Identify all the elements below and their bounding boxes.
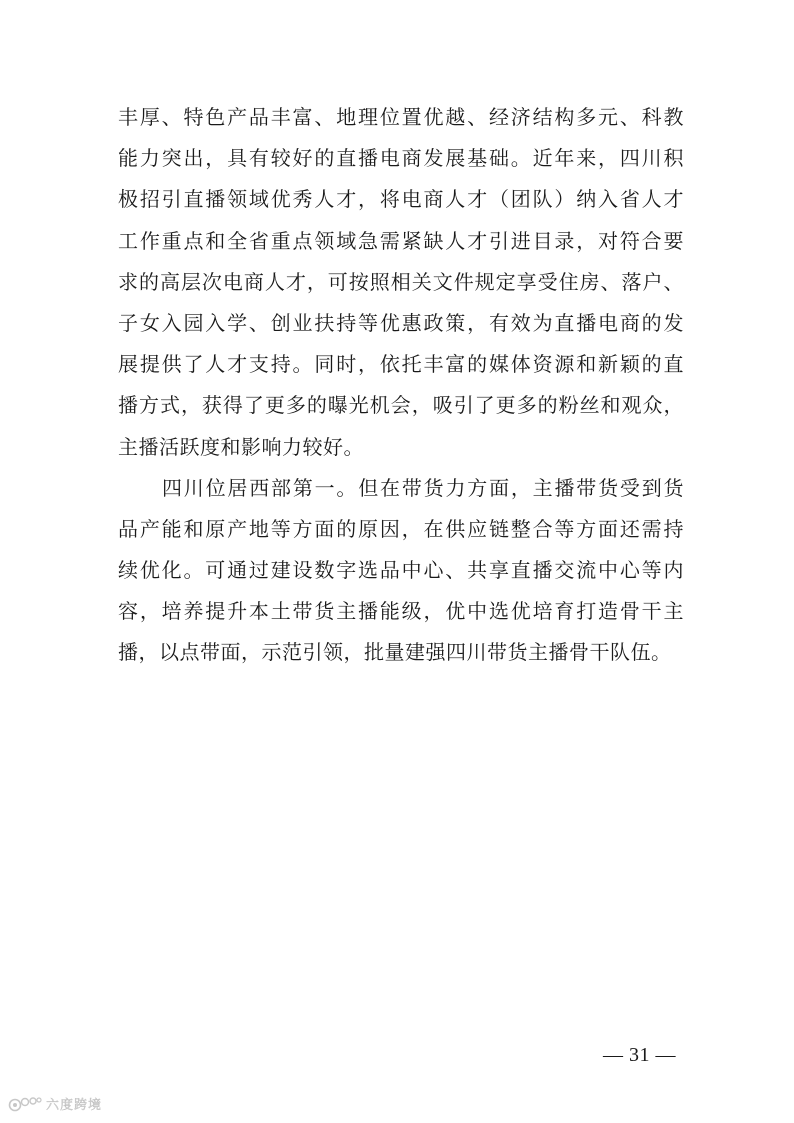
text-line: 续优化。可通过建设数字选品中心、共享直播交流中心等内 [118,558,684,583]
text-line: 四川位居西部第一。但在带货力方面，主播带货受到货 [162,475,684,500]
text-line: 丰厚、特色产品丰富、地理位置优越、经济结构多元、科教 [118,105,684,129]
page-number: — 31 — [603,1044,676,1066]
text-line: 求的高层次电商人才，可按照相关文件规定享受住房、落户、 [118,269,684,294]
text-line: 播，以点带面，示范引领，批量建强四川带货主播骨干队伍。 [118,640,672,665]
text-line: 容，培养提升本土带货主播能级，优中选优培育打造骨干主 [118,599,684,624]
text-line: 子女入园入学、创业扶持等优惠政策，有效为直播电商的发 [118,310,684,335]
sixdu-logo-icon [8,1095,42,1113]
body-text [118,97,684,674]
text-line: 工作重点和全省重点领域急需紧缺人才引进目录，对符合要 [118,228,684,253]
watermark-text: 六度跨境 [46,1098,103,1113]
text-line: 品产能和原产地等方面的原因，在供应链整合等方面还需持 [118,516,684,541]
paragraph-1 [118,97,684,468]
paragraph-2 [118,468,684,674]
text-line: 展提供了人才支持。同时，依托丰富的媒体资源和新颖的直 [118,352,684,377]
text-line: 播方式，获得了更多的曝光机会，吸引了更多的粉丝和观众， [118,393,684,418]
text-line: 极招引直播领域优秀人才，将电商人才（团队）纳入省人才 [118,187,684,212]
watermark [8,1094,102,1113]
text-line: 能力突出，具有较好的直播电商发展基础。近年来，四川积 [118,146,684,171]
text-line: 主播活跃度和影响力较好。 [118,434,364,459]
